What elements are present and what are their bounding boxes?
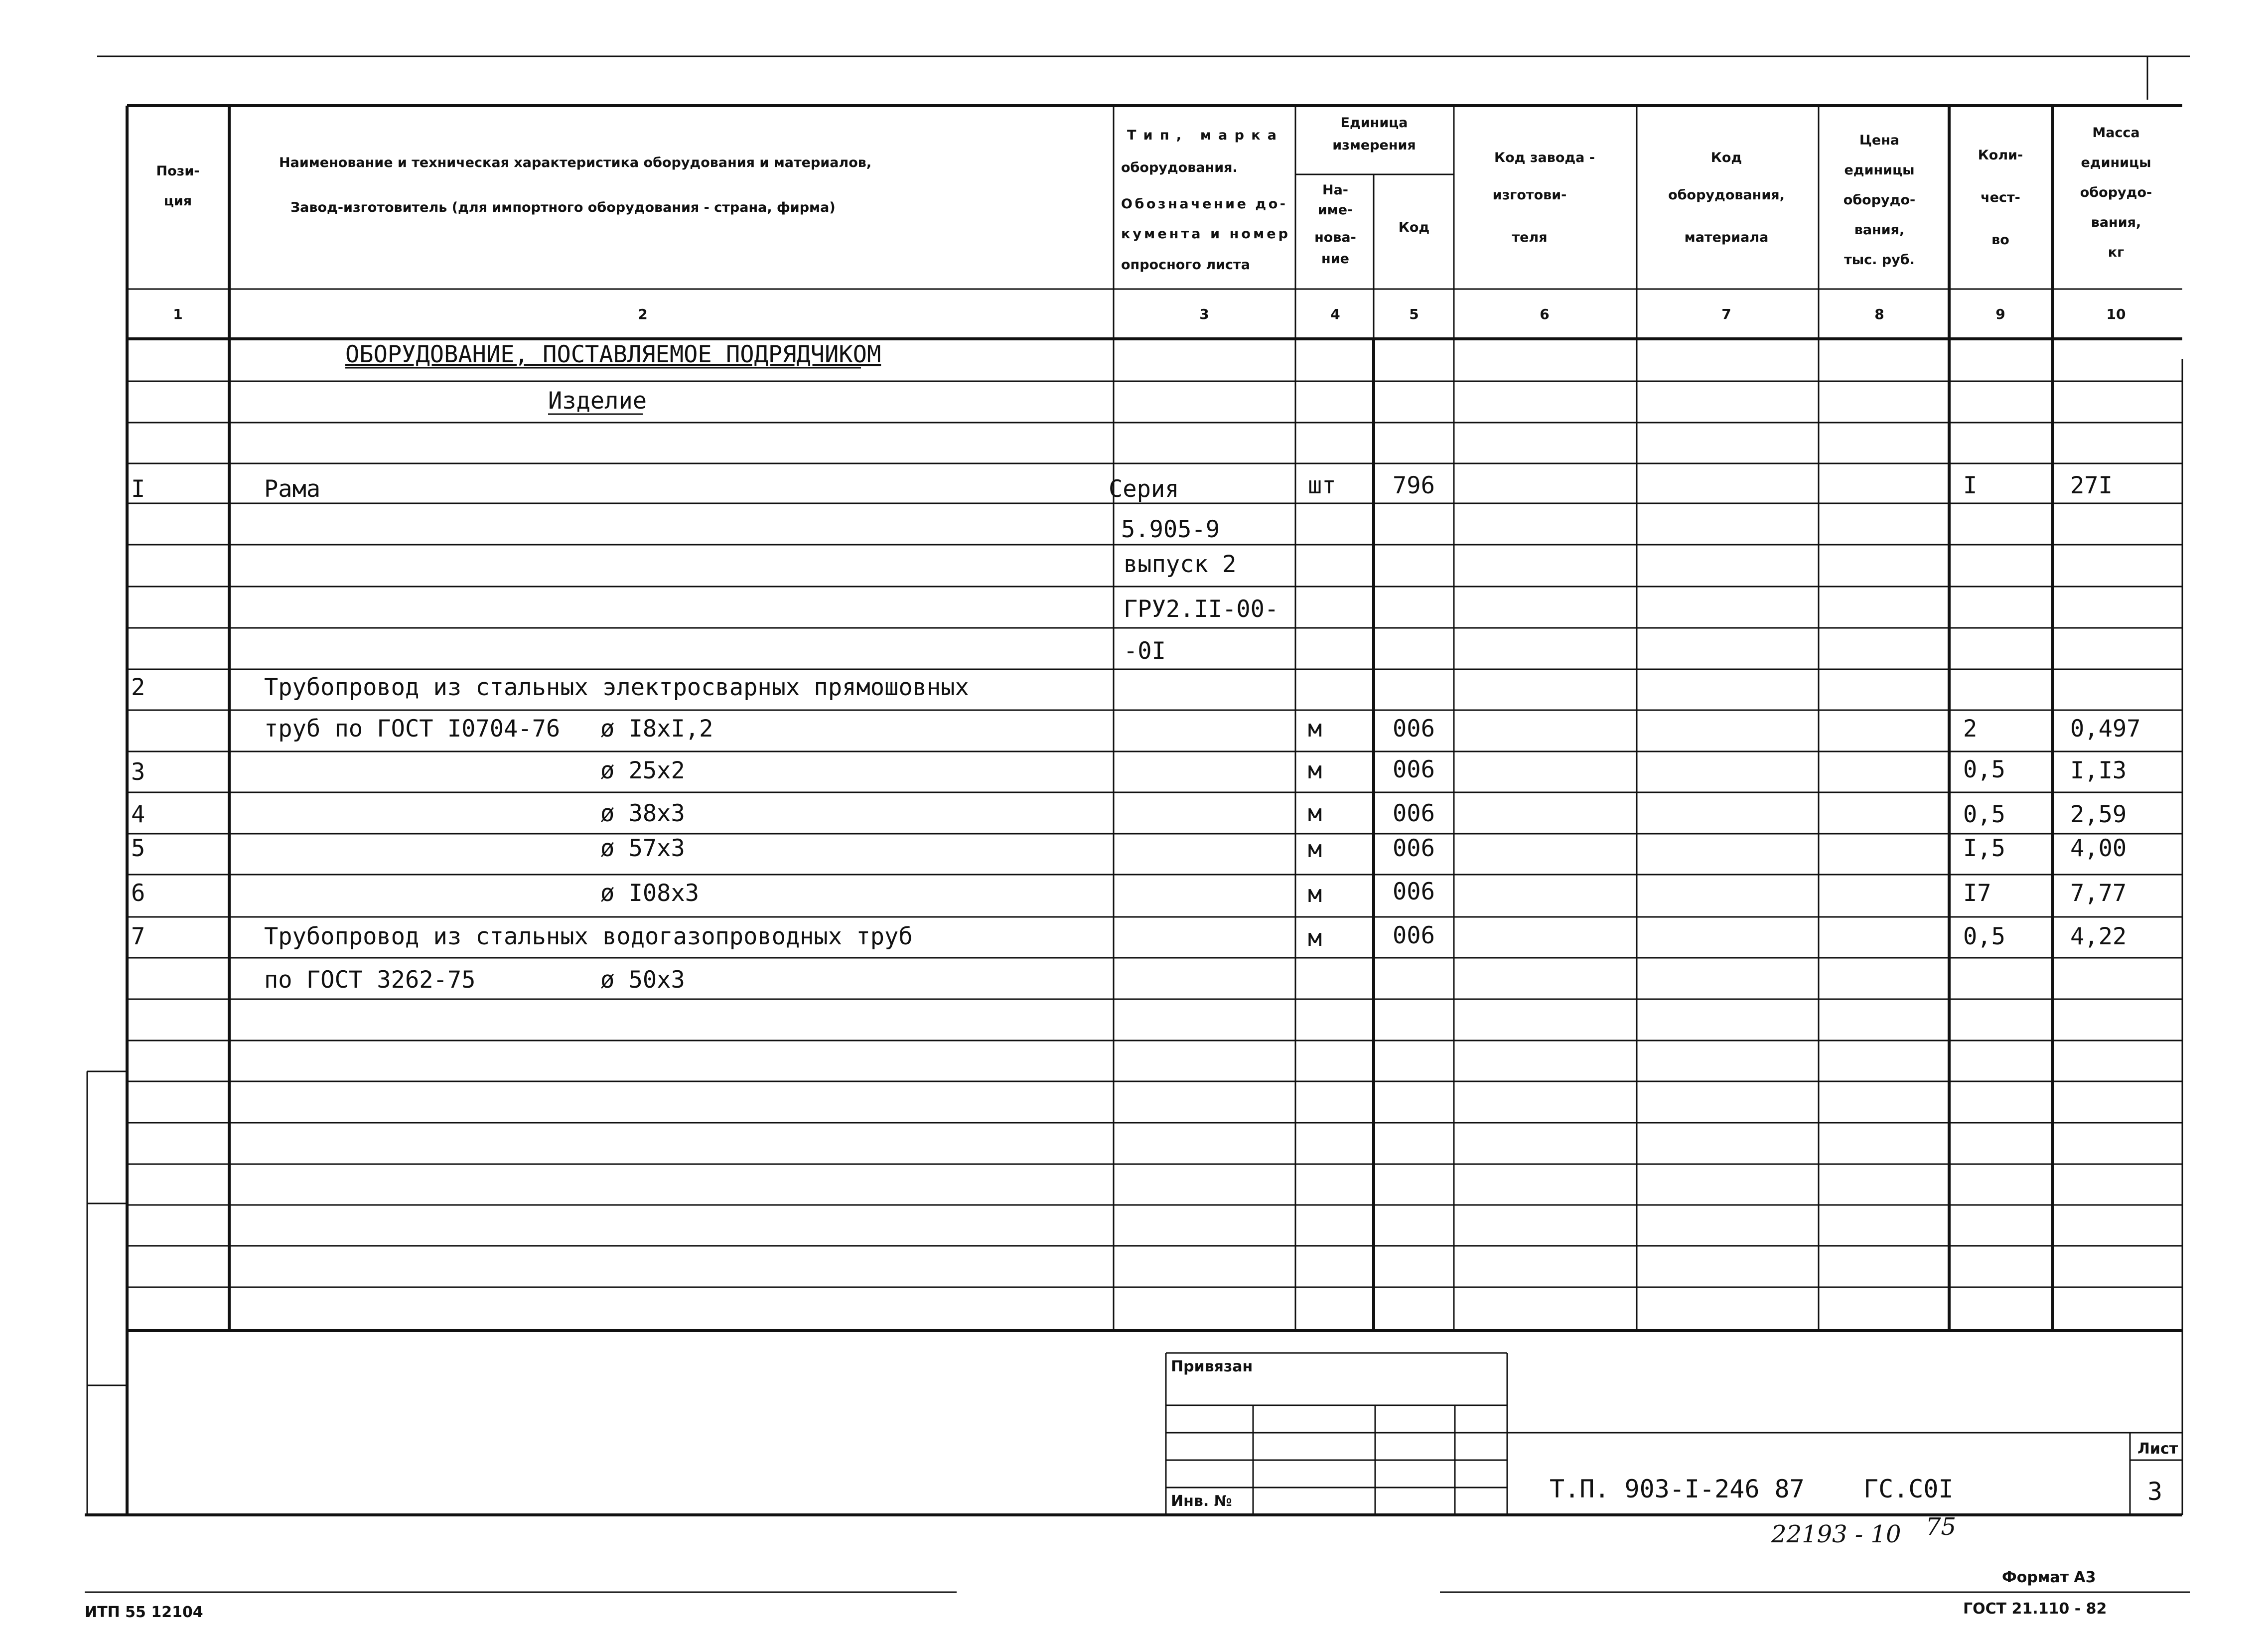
colnum-8: 8 [1874, 306, 1884, 322]
row11-mass: 7,77 [2070, 880, 2127, 907]
hdr-equip-2: оборудования, [1668, 187, 1785, 203]
row12-name: Трубопровод из стальных водогазопроводных труб [264, 923, 913, 950]
handwritten-number: 22193 - 10 [1771, 1520, 1901, 1548]
row10-mass: 4,00 [2070, 835, 2127, 862]
row9-mass: 2,59 [2070, 801, 2127, 828]
hdr-name-1: Наименование и техническая характеристика оборудования и материалов, [279, 155, 872, 170]
hdr-mass-2: единицы [2081, 155, 2151, 170]
row11-dim: ø I08x3 [600, 880, 700, 907]
hdr-type-2: оборудования. [1121, 160, 1238, 175]
hdr-unit-2: измерения [1332, 138, 1416, 153]
hdr-uname-1: На- [1322, 182, 1349, 198]
row6-pos: 2 [131, 674, 145, 701]
row9-pos: 4 [131, 801, 145, 828]
row7-qty: 2 [1963, 715, 1978, 743]
footer-left: ИТП 55 12104 [85, 1604, 203, 1621]
row11-code: 006 [1393, 878, 1435, 905]
hdr-uname-2: име- [1317, 202, 1353, 218]
row7-unit: м [1308, 715, 1322, 743]
row1-type: Серия [1109, 475, 1179, 503]
row11-unit: м [1308, 881, 1322, 908]
hdr-qty-2: чест- [1981, 190, 2020, 205]
row1-unit: шт [1308, 472, 1336, 499]
row12-qty: 0,5 [1963, 923, 2005, 950]
colnum-1: 1 [173, 306, 183, 322]
row1-pos: I [131, 475, 145, 503]
row12-mass: 4,22 [2070, 923, 2127, 950]
hdr-mass-3: оборудо- [2080, 185, 2152, 200]
hdr-plant-3: теля [1512, 230, 1548, 245]
row9-unit: м [1308, 800, 1322, 827]
row8-code: 006 [1393, 756, 1435, 783]
colnum-3: 3 [1199, 306, 1209, 322]
doc-code: ГС.С0I [1863, 1475, 1954, 1503]
hdr-unit-1: Единица [1340, 115, 1408, 131]
row8-unit: м [1308, 757, 1322, 784]
row10-unit: м [1308, 836, 1322, 863]
row12-unit: м [1308, 924, 1322, 952]
row3-type: выпуск 2 [1124, 551, 1237, 578]
colnum-5: 5 [1409, 306, 1419, 322]
hdr-price-2: единицы [1844, 162, 1915, 178]
row12-code: 006 [1393, 922, 1435, 949]
row7-dim: ø I8xI,2 [600, 715, 713, 743]
hdr-uname-4: ние [1321, 251, 1349, 267]
hdr-price-5: тыс. руб. [1844, 252, 1915, 268]
hdr-equip-1: Код [1710, 150, 1742, 165]
hdr-plant-2: изготови- [1492, 187, 1567, 203]
hdr-pos-1: Пози- [156, 163, 200, 179]
footer-format: Формат А3 [2002, 1569, 2096, 1586]
row9-qty: 0,5 [1963, 801, 2005, 828]
colnum-9: 9 [1995, 306, 2005, 322]
row13-dim: ø 50x3 [600, 966, 685, 994]
row7-mass: 0,497 [2070, 715, 2141, 743]
doc-number: Т.П. 903-I-246 87 [1550, 1475, 1805, 1503]
row1-mass: 27I [2070, 472, 2113, 499]
hdr-mass-4: вания, [2091, 215, 2141, 230]
handwritten-number-2: 75 [1926, 1513, 1957, 1541]
colnum-7: 7 [1721, 306, 1731, 322]
row11-pos: 6 [131, 880, 145, 907]
row10-dim: ø 57x3 [600, 835, 685, 862]
hdr-equip-3: материала [1684, 230, 1769, 245]
header-text [156, 115, 2152, 273]
hdr-type-4: кумента и номер [1121, 226, 1288, 242]
row8-qty: 0,5 [1963, 756, 2005, 783]
row13-name: по ГОСТ 3262-75 [264, 966, 476, 994]
colnum-10: 10 [2106, 306, 2126, 322]
stamp-inv: Инв. № [1171, 1492, 1232, 1510]
row9-code: 006 [1393, 800, 1435, 827]
row10-qty: I,5 [1963, 835, 2005, 862]
section-subtitle: Изделие [548, 387, 647, 415]
stamp-privyazan: Привязан [1171, 1358, 1253, 1375]
colnum-2: 2 [638, 306, 648, 322]
hdr-qty-3: во [1991, 232, 2009, 248]
row9-dim: ø 38x3 [600, 800, 685, 827]
row5-type: -0I [1124, 637, 1166, 665]
sheet-number: 3 [2147, 1477, 2163, 1506]
table-body [131, 472, 2140, 994]
hdr-type-1: Тип, марка [1127, 128, 1276, 143]
row4-type: ГРУ2.II-00- [1124, 596, 1279, 623]
row8-pos: 3 [131, 758, 145, 786]
hdr-plant-1: Код завода - [1494, 150, 1595, 165]
hdr-type-5: опросного листа [1121, 257, 1250, 273]
sheet-label: Лист [2137, 1440, 2178, 1458]
row6-name: Трубопровод из стальных электросварных прямошовных [264, 674, 969, 701]
row7-code: 006 [1393, 715, 1435, 743]
hdr-mass-5: кг [2108, 245, 2125, 260]
row1-name: Рама [264, 475, 321, 503]
hdr-price-4: вания, [1854, 222, 1905, 238]
colnum-4: 4 [1330, 306, 1340, 322]
hdr-price-3: оборудо- [1843, 192, 1916, 208]
row10-pos: 5 [131, 835, 145, 862]
hdr-name-2: Завод-изготовитель (для импортного оборудования - страна, фирма) [290, 200, 836, 215]
column-numbers [173, 306, 2126, 322]
hdr-pos-2: ция [163, 193, 192, 209]
footer-gost: ГОСТ 21.110 - 82 [1963, 1600, 2107, 1618]
hdr-type-3: Обозначение до- [1121, 196, 1285, 212]
row8-mass: I,I3 [2070, 757, 2127, 784]
row1-code: 796 [1393, 472, 1435, 499]
hdr-uname-3: нова- [1314, 230, 1356, 245]
row2-type: 5.905-9 [1121, 516, 1220, 543]
hdr-ucode: Код [1398, 220, 1430, 235]
hdr-price-1: Цена [1859, 133, 1900, 148]
hdr-mass-1: Масса [2092, 125, 2140, 141]
colnum-6: 6 [1540, 306, 1550, 322]
section-title: ОБОРУДОВАНИЕ, ПОСТАВЛЯЕМОЕ ПОДРЯДЧИКОМ [345, 341, 881, 368]
hdr-qty-1: Коли- [1978, 148, 2023, 163]
row12-pos: 7 [131, 923, 145, 950]
row11-qty: I7 [1963, 880, 1991, 907]
row7-name: труб по ГОСТ I0704-76 [264, 715, 561, 743]
row8-dim: ø 25x2 [600, 757, 685, 784]
row1-qty: I [1963, 472, 1978, 499]
row10-code: 006 [1393, 835, 1435, 862]
